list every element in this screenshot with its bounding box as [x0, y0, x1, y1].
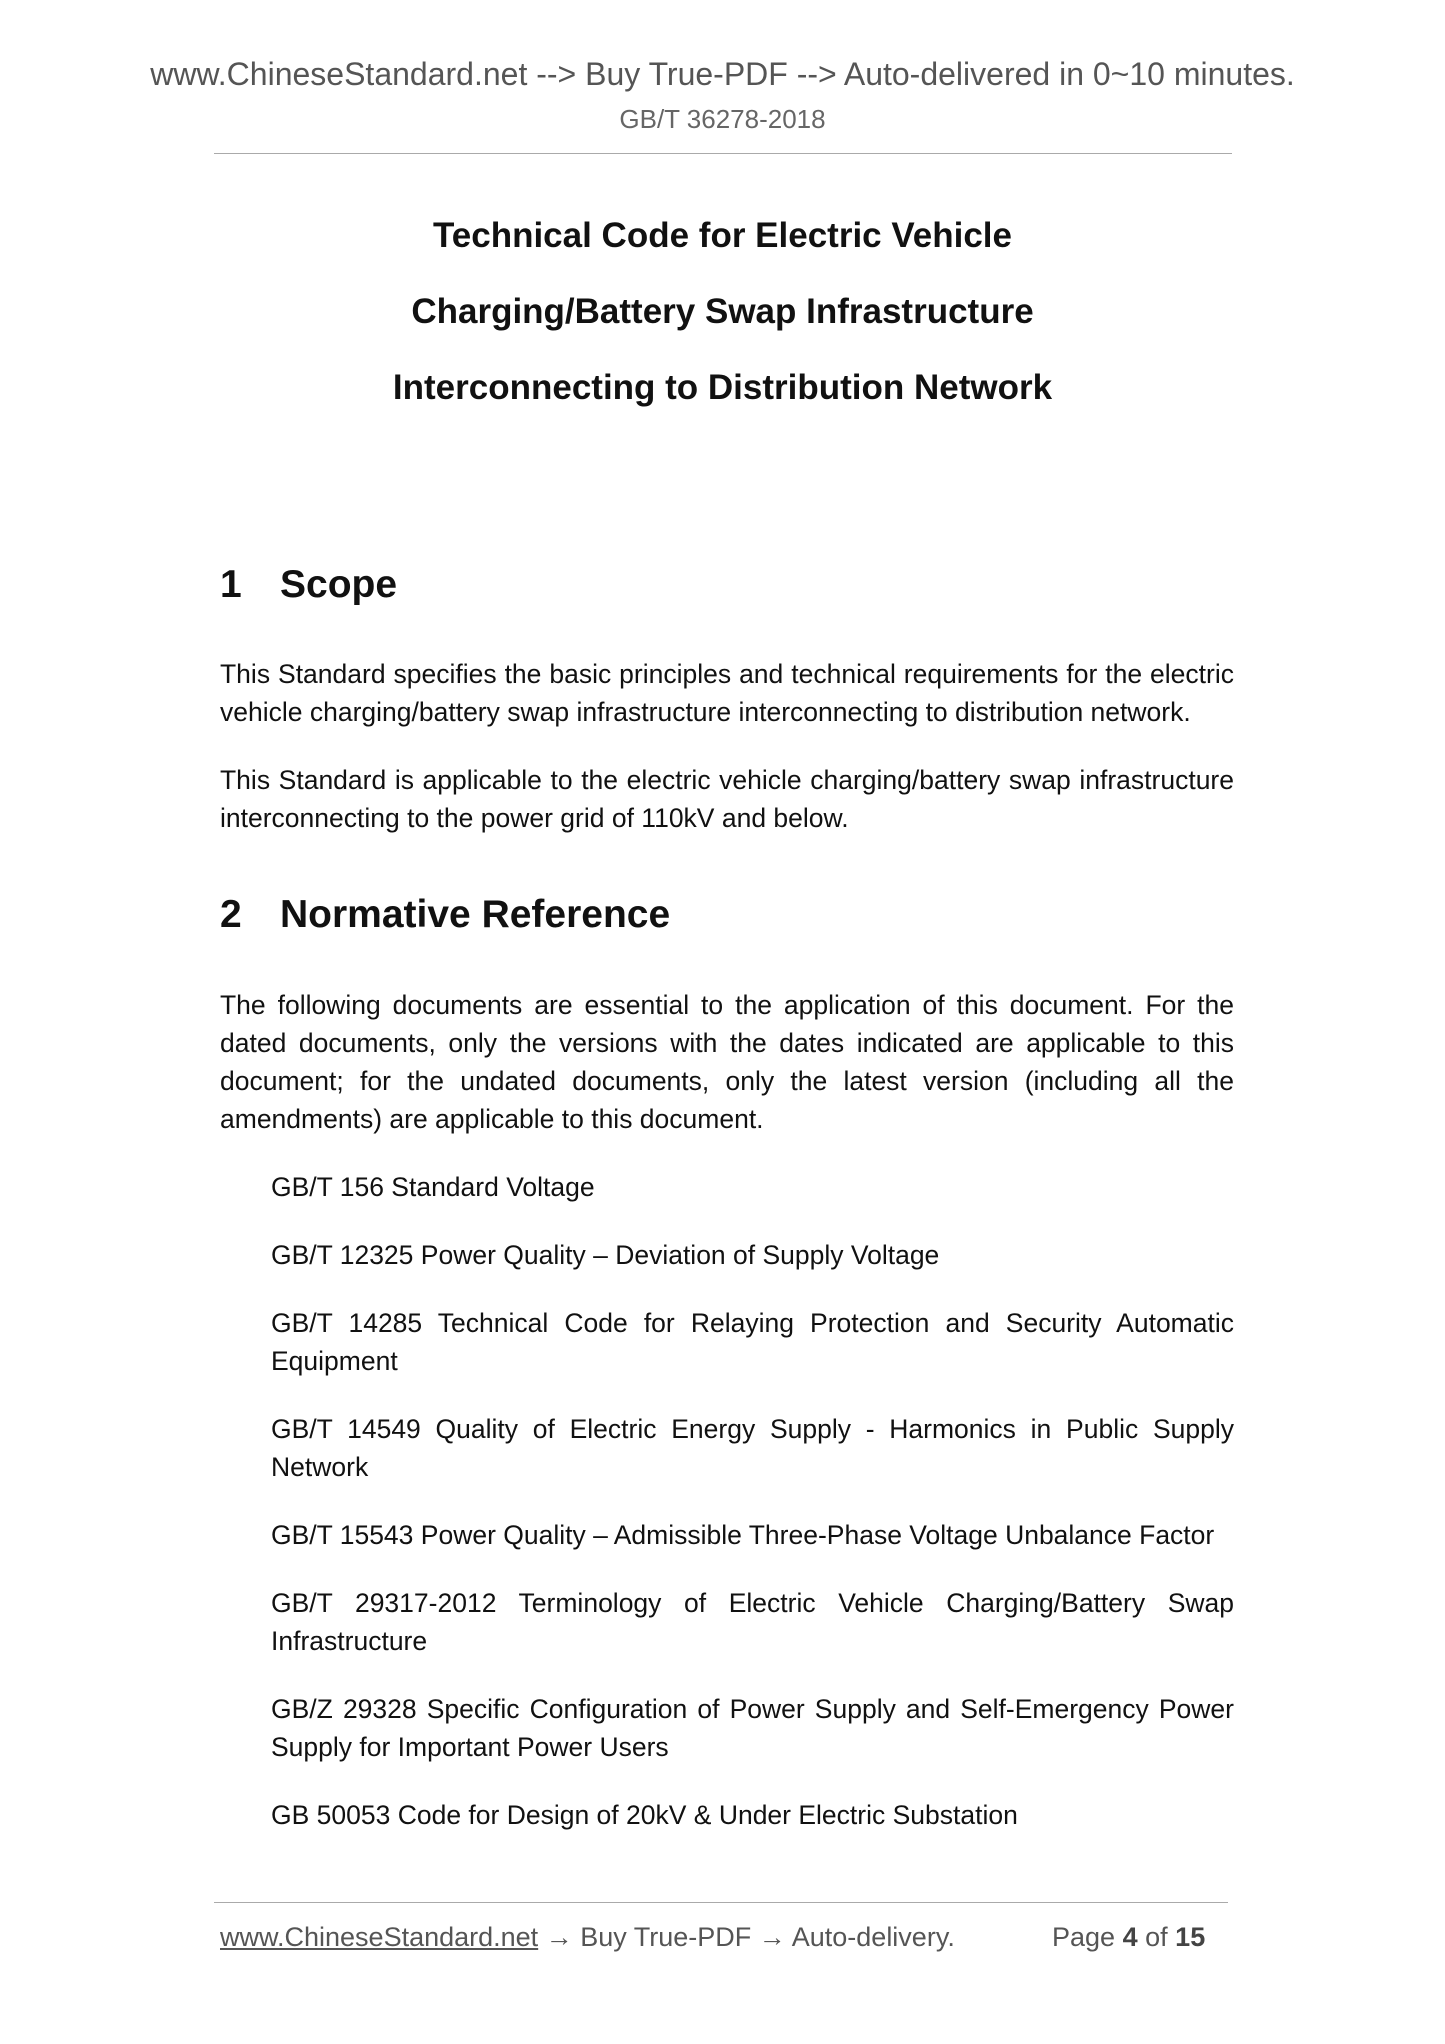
- section-1-heading: [220, 563, 397, 607]
- page-total: 15: [1175, 1922, 1206, 1952]
- reference-item: GB/T 156 Standard Voltage: [271, 1172, 595, 1202]
- header-banner: www.ChineseStandard.net --> Buy True-PDF --> Auto-delivered in 0~10 minutes.: [150, 56, 1295, 92]
- page-label: Page: [1052, 1922, 1116, 1952]
- section-1-number: 1: [220, 563, 242, 606]
- reference-item: GB/T 14285 Technical Code for Relaying Protection and Security Automatic Equipment: [271, 1308, 1234, 1376]
- reference-item: GB/T 12325 Power Quality – Deviation of Supply Voltage: [271, 1240, 940, 1270]
- footer-website-link[interactable]: www.ChineseStandard.net: [220, 1922, 539, 1952]
- section-2-number: 2: [220, 893, 242, 936]
- footer-tagline: → Buy True-PDF → Auto-delivery.: [538, 1922, 955, 1952]
- footer-divider: [214, 1902, 1228, 1903]
- document-title-line-3: Interconnecting to Distribution Network: [392, 368, 1053, 407]
- normative-intro-paragraph: The following documents are essential to the application of this document. For the dated documents, only the versions with the dates indicated are applicable to this document; for the undated documents, only the latest version (including all the amendments) are applicable to this document.: [220, 990, 1234, 1134]
- reference-item: GB/T 29317-2012 Terminology of Electric Vehicle Charging/Battery Swap Infrastructure: [271, 1588, 1234, 1656]
- document-title-line-1: Technical Code for Electric Vehicle: [432, 216, 1012, 255]
- page-current: 4: [1122, 1922, 1138, 1952]
- scope-paragraph-1: This Standard specifies the basic principles and technical requirements for the electric vehicle charging/battery swap infrastructure interconnecting to distribution network.: [220, 659, 1234, 727]
- reference-item: GB 50053 Code for Design of 20kV & Under Electric Substation: [271, 1800, 1018, 1830]
- reference-item: GB/T 15543 Power Quality – Admissible Three-Phase Voltage Unbalance Factor: [271, 1520, 1215, 1550]
- document-title-line-2: Charging/Battery Swap Infrastructure: [411, 292, 1034, 331]
- standard-code: GB/T 36278-2018: [619, 104, 826, 134]
- reference-item: GB/T 14549 Quality of Electric Energy Supply - Harmonics in Public Supply Network: [271, 1414, 1234, 1482]
- page-number: [1052, 1922, 1205, 1953]
- scope-paragraph-2: This Standard is applicable to the electric vehicle charging/battery swap infrastructure interconnecting to the power grid of 110kV and below.: [220, 765, 1234, 833]
- section-2-title: Normative Reference: [280, 893, 671, 936]
- section-1-title: Scope: [280, 563, 398, 606]
- reference-item: GB/Z 29328 Specific Configuration of Power Supply and Self-Emergency Power Supply for Important Power Users: [271, 1694, 1234, 1762]
- section-2-heading: [220, 893, 670, 937]
- page-of-label: of: [1145, 1922, 1168, 1952]
- footer-promo: [220, 1922, 955, 1953]
- header-divider: [214, 153, 1232, 154]
